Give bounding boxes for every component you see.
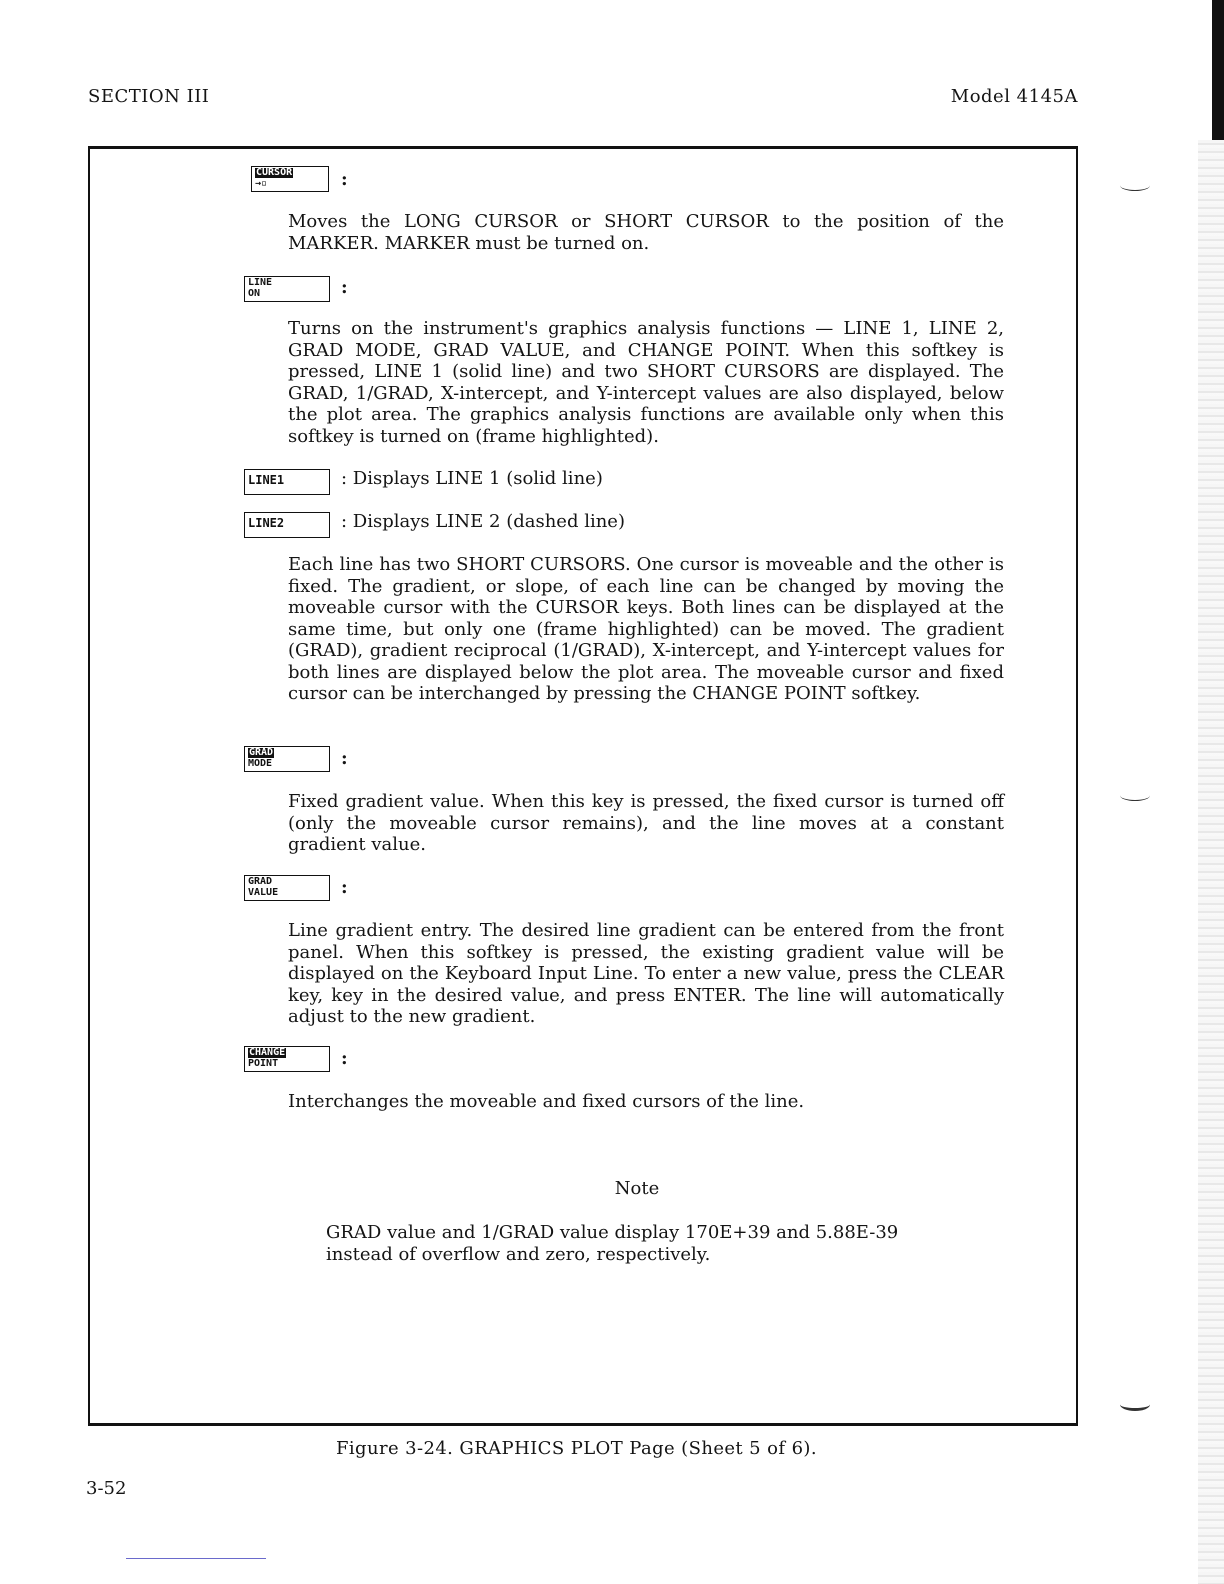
binding-hole-mark [1120,180,1150,191]
colon: : [341,277,348,298]
note-text: GRAD value and 1/GRAD value display 170E+39 and 5.88E-39 instead of overflow and zero, respectively. [326,1222,899,1265]
line2-softkey[interactable] [244,512,330,538]
binding-hole-mark [1120,790,1150,801]
line1-description: : Displays LINE 1 (solid line) [341,468,603,489]
softkey-label-top: GRAD [248,876,273,887]
grad-value-softkey[interactable] [244,875,330,901]
note-title: Note [614,1178,660,1199]
scan-edge-texture [1198,140,1224,1584]
scan-edge-mark [1212,0,1224,140]
colon: : [341,877,348,898]
change-point-softkey[interactable] [244,1046,330,1072]
cursor-to-marker-softkey[interactable] [251,166,329,192]
model-header: Model 4145A [950,86,1078,107]
page-number: 3-52 [86,1478,127,1499]
line-on-description: Turns on the instrument's graphics analysis functions — LINE 1, LINE 2, GRAD MODE, GRAD VALUE, and CHANGE POINT. When this softkey is pressed, LINE 1 (solid line) and two SHORT CURSORS are displayed. The GRAD, 1/GRAD, X-intercept, and Y-intercept values are also displayed, below the plot area. The graphics analysis functions are available only when this softkey is turned on (frame highlighted). [288,318,1004,447]
softkey-label-top: CHANGE [249,1047,286,1058]
softkey-label-bottom: MODE [248,758,273,769]
cursor-description: Moves the LONG CURSOR or SHORT CURSOR to the position of the MARKER. MARKER must be turned on. [288,211,1004,254]
colon: : [341,748,348,769]
softkey-label-bottom: VALUE [248,887,279,898]
grad-mode-description: Fixed gradient value. When this key is pressed, the fixed cursor is turned off (only the moveable cursor remains), and the line moves at a constant gradient value. [288,791,1004,855]
colon: : [341,1048,348,1069]
softkey-label: LINE2 [248,516,285,530]
softkey-label: LINE1 [248,473,285,487]
line-on-softkey[interactable] [244,276,330,302]
line2-description: : Displays LINE 2 (dashed line) [341,511,625,532]
line1-softkey[interactable] [244,469,330,495]
colon: : [341,169,348,190]
softkey-label-top: LINE [248,277,273,288]
binding-hole-mark [1120,1398,1150,1411]
softkey-label-bottom: POINT [248,1058,279,1069]
grad-mode-softkey[interactable] [244,746,330,772]
change-point-description: Interchanges the moveable and fixed cursors of the line. [288,1091,805,1112]
grad-value-description: Line gradient entry. The desired line gradient can be entered from the front panel. When this softkey is pressed, the existing gradient value will be displayed on the Keyboard Input Line. To enter a new value, press the CLEAR key, key in the desired value, and press ENTER. The line will automatically adjust to the new gradient. [288,920,1004,1027]
softkey-label-top: CURSOR [256,167,293,178]
lines-description: Each line has two SHORT CURSORS. One cursor is moveable and the other is fixed. The gradient, or slope, of each line can be changed by moving the moveable cursor with the CURSOR keys. Both lines can be displayed at the same time, but only one (frame highlighted) can be moved. The gradient (GRAD), gradient reciprocal (1/GRAD), X-intercept, and Y-intercept values for both lines are displayed below the plot area. The moveable cursor and fixed cursor can be interchanged by pressing the CHANGE POINT softkey. [288,554,1004,704]
section-header: SECTION III [88,86,210,107]
scan-footer-line [126,1558,266,1559]
softkey-label-top: GRAD [249,747,274,758]
figure-caption: Figure 3-24. GRAPHICS PLOT Page (Sheet 5 of 6). [336,1438,817,1459]
softkey-label-bottom: →▫ [255,178,268,189]
softkey-label-bottom: ON [248,288,261,299]
